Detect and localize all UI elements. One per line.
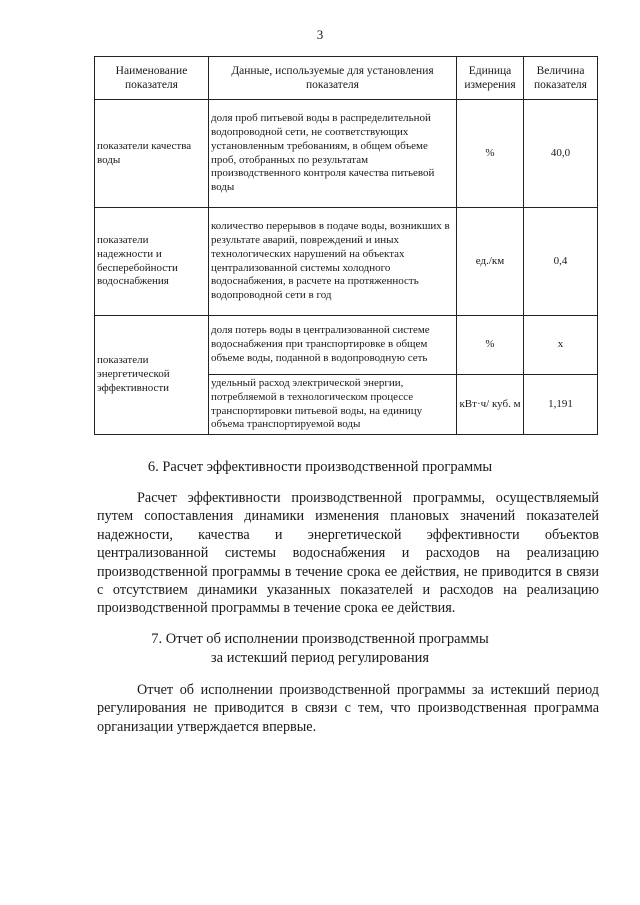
indicator-description: доля потерь воды в централизованной системе водоснабжения при транспортировке в общем объеме воды, поданной в водопроводную сеть [209,316,457,375]
section-7-title-line-2: за истекший период регулирования [210,650,430,666]
indicator-description: доля проб питьевой воды в распределительной водопроводной сети, не соответствующих установленным требованиям, в общем объеме проб, отобранных по результатам производственного контроля качества питьевой воды [209,100,457,208]
indicator-value: 40,0 [524,100,598,208]
section-6-text: Расчет эффективности производственной программы, осуществляемый путем сопоставления динамики изменения плановых значений показателей надежности, качества и энергетической эффективности объектов централизованной системы водоснабжения и расходов на реализацию производственной программы в течение срока ее действия, не приводится в связи с отсутствием динамики указанных показателей и расходов на реализацию производственной программы в течение срока ее действия. [97,490,599,617]
indicator-description: удельный расход электрической энергии, потребляемой в технологическом процессе транспортировки питьевой воды, на единицу объема транспортируемой воды [209,375,457,435]
indicator-unit: кВт·ч/ куб. м [457,375,524,435]
table-header-row [95,57,598,100]
indicator-unit: ед./км [457,208,524,316]
indicators-table [94,56,598,435]
header-indicator-name: Наименование показателя [95,57,209,100]
indicator-name: показатели энергетической эффективности [95,316,209,435]
indicator-value: 0,4 [524,208,598,316]
section-7-text: Отчет об исполнении производственной программы за истекший период регулирования не приводится в связи с тем, что производственная программа организации утверждается впервые. [97,682,599,735]
header-data-used: Данные, используемые для установления показателя [209,57,457,100]
indicator-unit: % [457,100,524,208]
section-7-title-line-1: 7. Отчет об исполнении производственной программы [151,631,489,647]
indicator-value: 1,191 [524,375,598,435]
table-row [95,316,598,375]
header-value: Величина показателя [524,57,598,100]
page-number: 3 [316,27,324,42]
header-unit: Единица измерения [457,57,524,100]
indicator-unit: % [457,316,524,375]
indicator-name: показатели качества воды [95,100,209,208]
table-row [95,100,598,208]
indicator-name: показатели надежности и бесперебойности водоснабжения [95,208,209,316]
table-row [95,208,598,316]
indicator-value: х [524,316,598,375]
indicator-description: количество перерывов в подаче воды, возникших в результате аварий, повреждений и иных технологических нарушений на объектах централизованной системы холодного водоснабжения, в расчете на протяженность водопроводной сети в год [209,208,457,316]
section-6-title: 6. Расчет эффективности производственной программы [147,459,493,475]
